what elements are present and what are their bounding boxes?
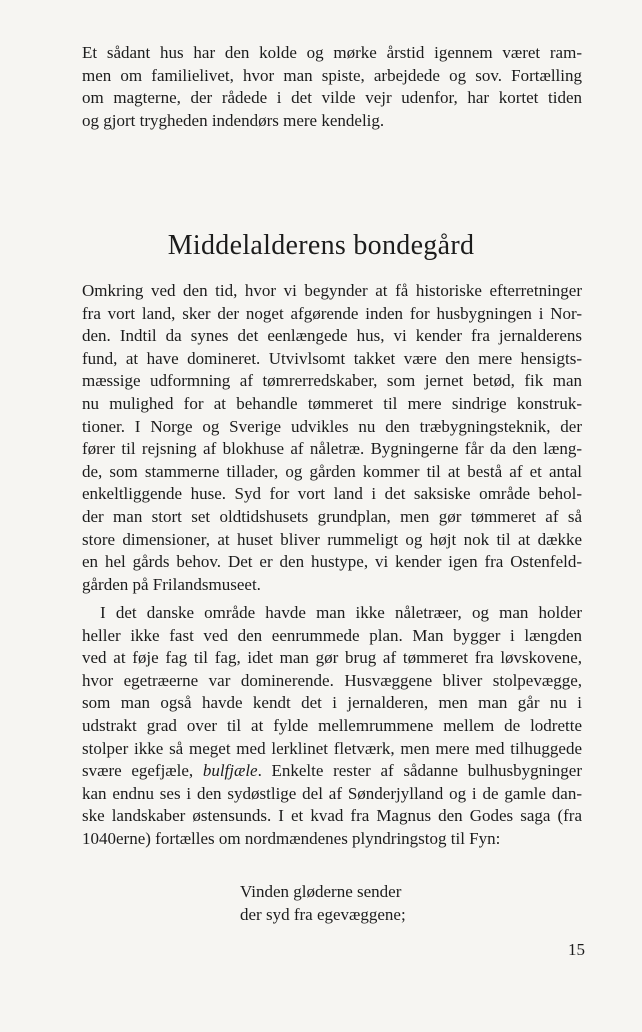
text-line: store dimensioner, at huset bliver rummeligt og højt nok til at dække bbox=[82, 529, 582, 549]
text-line: udstrakt grad over til at fylde mellemrummene mellem de lodrette bbox=[82, 715, 582, 735]
text-line: en hel gårds behov. Det er den hustype, vi kender igen fra Ostenfeld- bbox=[82, 552, 582, 572]
text-line: der man stort set oldtidshusets grundplan, men gør tømmeret af så bbox=[82, 506, 582, 526]
paragraph-1 bbox=[82, 280, 582, 596]
poem-line: der syd fra egevæggene; bbox=[240, 905, 406, 924]
text-line: og gjort trygheden indendørs mere kendelig. bbox=[82, 110, 385, 130]
text-line: men om familielivet, hvor man spiste, arbejdede og sov. Fortælling bbox=[82, 65, 582, 85]
text-line: hvor egetræerne var dominerende. Husvæggene bliver stolpevægge, bbox=[82, 670, 582, 690]
poem-quote bbox=[240, 880, 406, 926]
text-line: om magterne, der rådede i det vilde vejr udenfor, har kortet tiden bbox=[82, 88, 582, 108]
text-line: enkeltliggende huse. Syd for vort land i det saksiske område behol- bbox=[82, 484, 582, 504]
section-heading: Middelalderens bondegård bbox=[167, 230, 475, 261]
text-line: Et sådant hus har den kolde og mørke årstid igennem været ram- bbox=[82, 43, 582, 62]
page-number: 15 bbox=[568, 940, 585, 959]
text-line: nu mulighed for at behandle tømmeret til mere sindrige konstruk- bbox=[82, 393, 582, 413]
text-line: ved at føje fag til fag, idet man gør brug af tømmeret fra løvskovene, bbox=[82, 648, 582, 668]
text-line: Omkring ved den tid, hvor vi begynder at få historiske efterretninger bbox=[82, 281, 582, 300]
text-line: 1040erne) fortælles om nordmændenes plyndringstog til Fyn: bbox=[82, 828, 501, 848]
text-line: mæssige udformning af tømrerredskaber, som jernet betød, fik man bbox=[82, 371, 582, 391]
text-line: heller ikke fast ved den eenrummede plan. Man bygger i længden bbox=[82, 625, 582, 645]
italic-term: bulfjæle bbox=[202, 761, 258, 781]
text-line: stolper ikke så meget med lerklinet fletværk, men mere med tilhuggede bbox=[82, 738, 582, 758]
text-line: I det danske område havde man ikke nåletræer, og man holder bbox=[100, 603, 582, 622]
text-line: de, som stammerne tillader, og gården kommer til at bestå af et antal bbox=[82, 461, 582, 481]
text-run: . Enkelte rester af sådanne bulhusbygninger bbox=[257, 761, 583, 781]
text-line: kan endnu ses i den sydøstlige del af Sønderjylland og i de gamle dan- bbox=[82, 783, 582, 803]
text-line: fund, at have domineret. Utvivlsomt takket være den mere hensigts- bbox=[82, 348, 582, 368]
text-line: som man også havde kendt det i jernalderen, men man går nu i bbox=[82, 693, 582, 713]
text-line: fra vort land, sker der noget afgørende inden for husbygningen i Nor- bbox=[82, 303, 582, 323]
poem-line: Vinden gløderne sender bbox=[240, 882, 402, 901]
text-run: svære egefjæle, bbox=[82, 761, 203, 781]
text-line-with-italic bbox=[82, 760, 582, 783]
text-line: tioner. I Norge og Sverige udvikles nu den træbygningsteknik, der bbox=[82, 416, 582, 436]
paragraph-2 bbox=[82, 602, 582, 851]
text-line: gården på Frilandsmuseet. bbox=[82, 574, 261, 594]
intro-paragraph bbox=[82, 42, 582, 132]
text-line: den. Indtil da synes det eenlængede hus, vi kender fra jernalderens bbox=[82, 326, 582, 346]
text-line: ske landskaber østensunds. I et kvad fra Magnus den Godes saga (fra bbox=[82, 806, 582, 826]
text-line: fører til rejsning af blokhuse af nåletræ. Bygningerne får da den læng- bbox=[82, 439, 582, 459]
